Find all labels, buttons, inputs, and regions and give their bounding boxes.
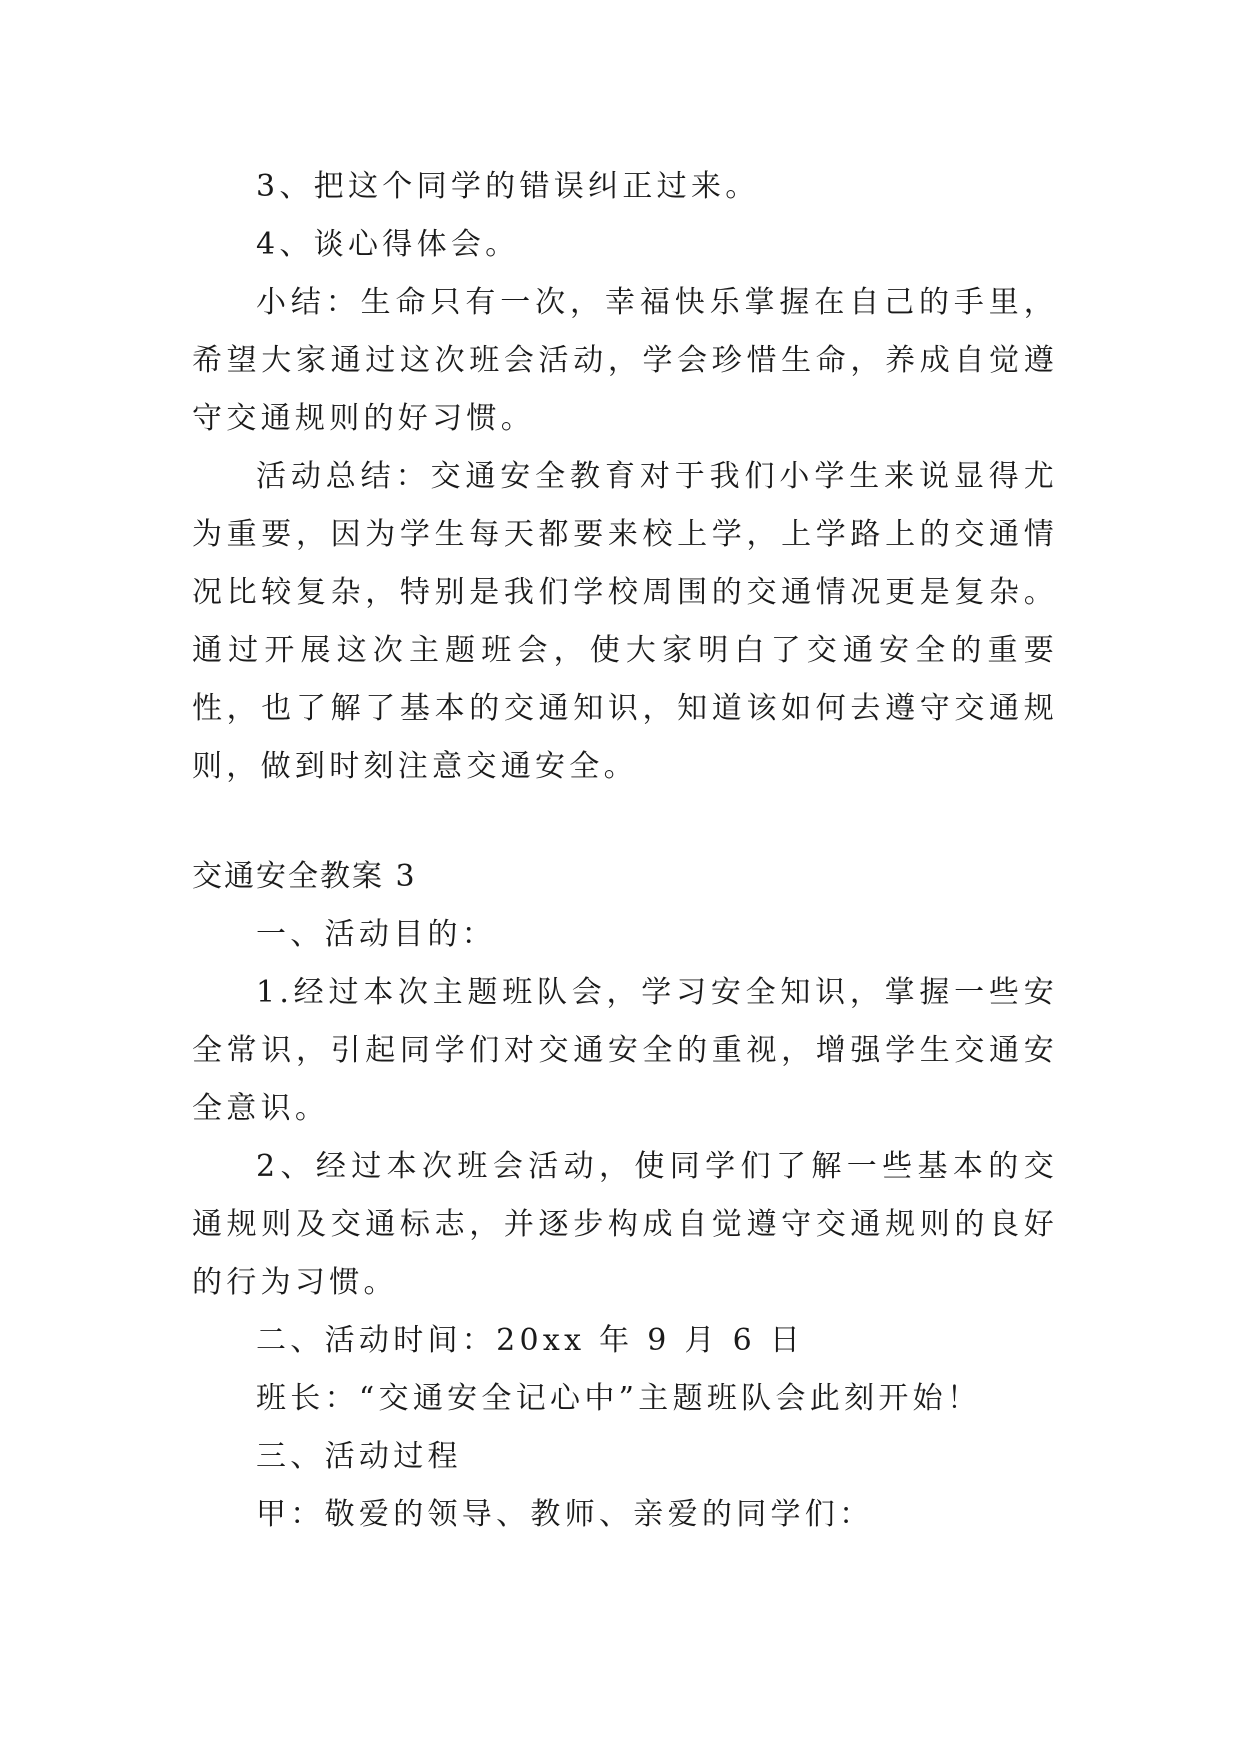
paragraph-activity-summary: 活动总结：交通安全教育对于我们小学生来说显得尤为重要，因为学生每天都要来校上学，上学路上的交通情况比较复杂，特别是我们学校周围的交通情况更是复杂。通过开展这次主题班会，使大家明白了交通安全的重要性，也了解了基本的交通知识，知道该如何去遵守交通规则，做到时刻注意交通安全。	[192, 459, 1058, 784]
paragraph-item-3: 3、把这个同学的错误纠正过来。	[256, 169, 760, 204]
paragraph-summary: 小结：生命只有一次，幸福快乐掌握在自己的手里，希望大家通过这次班会活动，学会珍惜生命，养成自觉遵守交通规则的好习惯。	[192, 285, 1058, 436]
section-title: 交通安全教案 3	[192, 859, 417, 894]
paragraph-activity-time: 二、活动时间：20xx 年 9 月 6 日	[256, 1323, 805, 1358]
document-body	[192, 158, 1058, 1544]
paragraph-goal-2: 2、经过本次班会活动，使同学们了解一些基本的交通规则及交通标志，并逐步构成自觉遵守交通规则的良好的行为习惯。	[192, 1149, 1058, 1300]
paragraph-monitor-opening: 班长：“交通安全记心中”主题班队会此刻开始！	[256, 1381, 982, 1416]
paragraph-goal-1: 1.经过本次主题班队会，学习安全知识，掌握一些安全常识，引起同学们对交通安全的重视，增强学生交通安全意识。	[192, 975, 1058, 1126]
paragraph-process-heading: 三、活动过程	[256, 1439, 462, 1474]
paragraph-goal-heading: 一、活动目的：	[256, 917, 497, 952]
paragraph-greeting: 甲：敬爱的领导、教师、亲爱的同学们：	[256, 1497, 874, 1532]
paragraph-item-4: 4、谈心得体会。	[256, 227, 520, 262]
